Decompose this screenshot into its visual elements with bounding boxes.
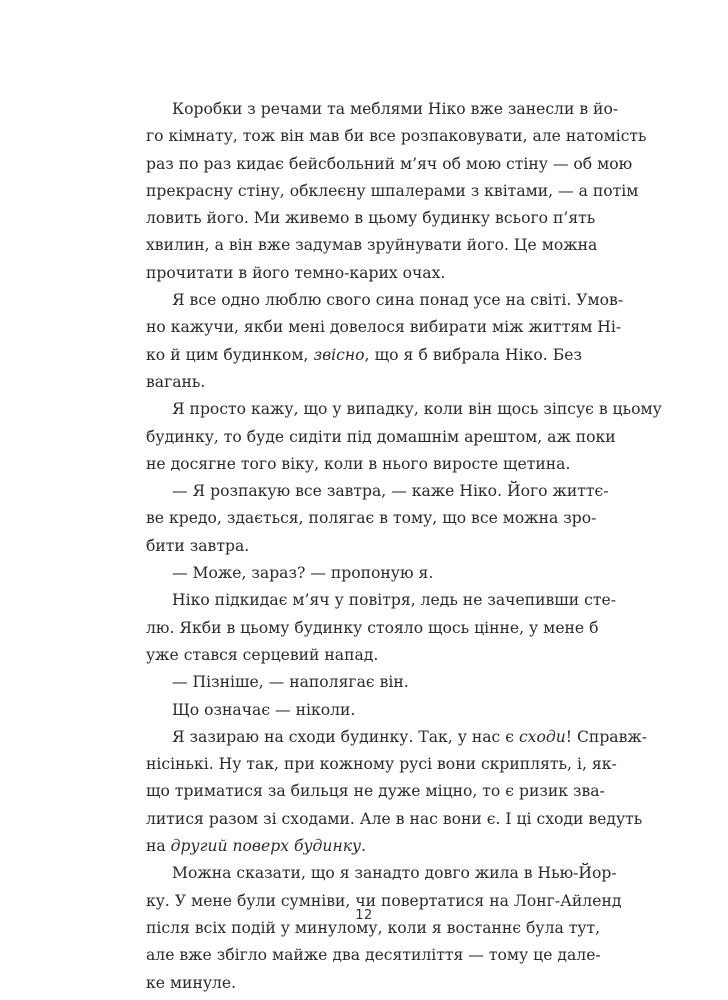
text-segment: прекрасну стіну, обклеєну шпалерами з квітами, — а потім — [146, 181, 639, 200]
text-segment: уже стався серцевий напад. — [146, 645, 379, 664]
paragraph — [146, 96, 647, 287]
paragraph — [146, 478, 609, 560]
text-segment: Я просто кажу, що у випадку, коли він щось зіпсує в цьому — [172, 400, 662, 419]
text-line — [146, 751, 617, 778]
paragraph — [146, 287, 624, 396]
text-segment: Коробки з речами та меблями Ніко вже занесли в йо- — [172, 100, 619, 118]
text-line — [146, 151, 633, 178]
text-segment: го кімнату, тож він мав би все розпаковувати, але натомість — [146, 127, 647, 146]
text-line — [146, 642, 582, 669]
text-segment: після всіх подій у минулому, коли я востаннє була тут, — [146, 918, 601, 937]
text-line — [146, 314, 622, 341]
italic-text: звісно — [313, 345, 365, 364]
text-line — [146, 287, 624, 314]
text-segment: ! Справж- — [565, 727, 648, 746]
text-line — [146, 970, 582, 997]
text-segment: нісінькі. Ну так, при кожному русі вони скриплять, і, як- — [146, 755, 617, 774]
text-segment: Я все одно люблю свого сина понад усе на світі. Умов- — [172, 291, 624, 310]
paragraph — [146, 860, 622, 996]
text-line — [146, 806, 643, 833]
page-number: 12 — [355, 908, 373, 923]
text-segment: — Пізніше, — наполягає він. — [172, 673, 409, 692]
text-segment: що триматися за бильця не дуже міцно, то є ризик зва- — [146, 782, 605, 801]
text-segment: Що означає — ніколи. — [172, 700, 356, 719]
text-line — [146, 232, 598, 259]
text-segment: но кажучи, якби мені довелося вибирати між життям Ні- — [146, 318, 622, 337]
text-segment: раз по раз кидає бейсбольний м’яч об мою стіну — об мою — [146, 154, 633, 173]
text-line — [146, 505, 597, 532]
text-segment: але вже збігло майже два десятиліття — тому це дале- — [146, 946, 601, 965]
text-line — [146, 396, 662, 423]
text-line — [146, 369, 582, 396]
text-line — [146, 560, 582, 587]
text-segment: вагань. — [146, 372, 206, 391]
text-line — [146, 697, 582, 724]
text-segment: литися разом зі сходами. Але в нас вони є. І ці сходи ведуть — [146, 809, 643, 828]
text-line — [146, 178, 639, 205]
text-line — [146, 778, 605, 805]
text-segment: Я зазираю на сходи будинку. Так, у нас є — [172, 727, 519, 746]
italic-text: другий поверх будинку. — [170, 837, 367, 856]
text-line — [146, 205, 596, 232]
text-line — [146, 478, 609, 505]
text-line — [146, 123, 647, 150]
text-segment: на — [146, 837, 171, 856]
text-segment: ловить його. Ми живемо в цьому будинку всього п’ять — [146, 209, 596, 228]
text-line — [146, 451, 582, 478]
paragraph — [146, 396, 662, 478]
text-segment: ке минуле. — [146, 973, 237, 992]
text-segment: ку. У мене були сумніви, чи повертатися на Лонг-Айленд — [146, 891, 622, 910]
text-line — [146, 669, 582, 696]
text-segment: бити завтра. — [146, 536, 250, 555]
text-line — [146, 615, 599, 642]
text-segment: Можна сказати, що я занадто довго жила в Нью-Йор- — [172, 864, 617, 883]
text-segment: ве кредо, здається, полягає в тому, що все можна зро- — [146, 509, 597, 528]
body-text — [146, 96, 662, 997]
text-segment: — Може, зараз? — пропоную я. — [172, 564, 434, 583]
italic-text: сходи — [518, 727, 566, 746]
text-line — [146, 587, 616, 614]
text-segment: прочитати в його темно-карих очах. — [146, 263, 446, 282]
text-line — [146, 833, 582, 860]
text-line — [146, 533, 582, 560]
text-segment: Ніко підкидає м’яч у повітря, ледь не зачепивши сте- — [172, 591, 616, 610]
paragraph — [146, 669, 582, 696]
paragraph — [146, 587, 616, 669]
text-line — [146, 260, 582, 287]
text-line — [146, 860, 617, 887]
text-line — [146, 724, 648, 751]
text-segment: лю. Якби в цьому будинку стояло щось цінне, у мене б — [146, 618, 599, 637]
text-line — [146, 424, 616, 451]
text-segment: не досягне того віку, коли в нього виросте щетина. — [146, 454, 571, 473]
text-line — [146, 342, 582, 369]
text-segment: — Я розпакую все завтра, — каже Ніко. Його життє- — [172, 482, 609, 501]
text-line — [146, 942, 601, 969]
paragraph — [146, 560, 582, 587]
text-segment: будинку, то буде сидіти під домашнім арештом, аж поки — [146, 427, 616, 446]
paragraph — [146, 724, 648, 860]
text-segment: , що я б вибрала Ніко. Без — [364, 345, 582, 364]
text-segment: хвилин, а він вже задумав зруйнувати його. Це можна — [146, 236, 598, 255]
text-segment: ко й цим будинком, — [146, 345, 314, 364]
text-line — [146, 96, 619, 123]
paragraph — [146, 697, 582, 724]
